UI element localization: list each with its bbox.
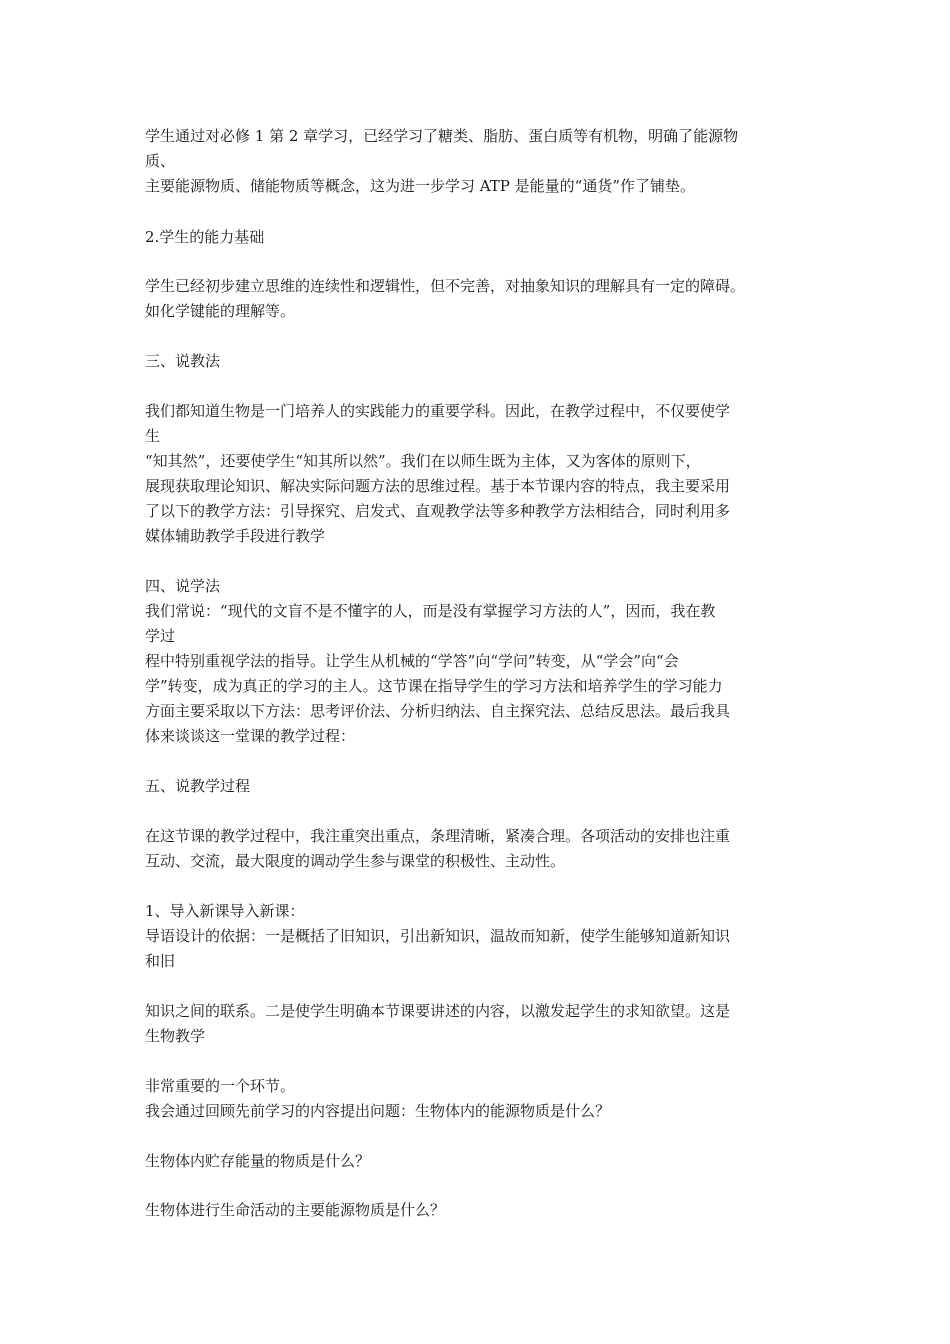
text-line: 我们常说：“现代的文盲不是不懂字的人，而是没有掌握学习方法的人”，因而，我在教 — [145, 602, 716, 620]
text-line: 导语设计的依据：一是概括了旧知识，引出新知识，温故而知新，使学生能够知道新知识 — [145, 927, 731, 945]
text-line: 展现获取理论知识、解决实际问题方法的思维过程。基于本节课内容的特点，我主要采用 — [145, 477, 731, 495]
text-line: 在这节课的教学过程中，我注重突出重点，条理清晰，紧凑合理。各项活动的安排也注重 — [145, 827, 731, 845]
text-line: 质、 — [145, 152, 176, 170]
text-line: 学生已经初步建立思维的连续性和逻辑性，但不完善，对抽象知识的理解具有一定的障碍。 — [145, 277, 746, 295]
text-line: 生物教学 — [145, 1027, 206, 1045]
section-heading: 三、说教法 — [145, 352, 221, 370]
text-line: 主要能源物质、储能物质等概念，这为进一步学习 ATP 是能量的“通货”作了铺垫。 — [145, 177, 695, 195]
text-line: 方面主要采取以下方法：思考评价法、分析归纳法、自主探究法、总结反思法。最后我具 — [145, 702, 731, 720]
text-line: 了以下的教学方法：引导探究、启发式、直观教学法等多种教学方法相结合，同时利用多 — [145, 502, 731, 520]
text-line: 知识之间的联系。二是使学生明确本节课要讲述的内容，以激发起学生的求知欲望。这是 — [145, 1002, 731, 1020]
text-line: “知其然”，还要使学生“知其所以然”。我们在以师生既为主体，又为客体的原则下， — [145, 452, 701, 470]
text-line: 生 — [145, 427, 161, 445]
text-line: 生物体内贮存能量的物质是什么？ — [145, 1152, 371, 1170]
text-line: 程中特别重视学法的指导。让学生从机械的“学答”向“学问”转变，从“学会”向“会 — [145, 652, 679, 670]
text-line: 如化学键能的理解等。 — [145, 302, 296, 320]
section-heading: 五、说教学过程 — [145, 777, 251, 795]
text-line: 媒体辅助教学手段进行教学 — [145, 527, 326, 545]
text-line: 非常重要的一个环节。 — [145, 1077, 296, 1095]
text-line: 学”转变，成为真正的学习的主人。这节课在指导学生的学习方法和培养学生的学习能力 — [145, 677, 723, 695]
section-heading: 2.学生的能力基础 — [145, 228, 265, 246]
section-heading: 四、说学法 — [145, 577, 221, 595]
text-line: 我们都知道生物是一门培养人的实践能力的重要学科。因此，在教学过程中，不仅要使学 — [145, 402, 731, 420]
text-line: 我会通过回顾先前学习的内容提出问题：生物体内的能源物质是什么？ — [145, 1102, 611, 1120]
text-line: 学生通过对必修 1 第 2 章学习，已经学习了糖类、脂肪、蛋白质等有机物，明确了能源物 — [145, 127, 739, 145]
section-heading: 1、导入新课导入新课： — [145, 902, 305, 920]
text-line: 互动、交流，最大限度的调动学生参与课堂的积极性、主动性。 — [145, 852, 566, 870]
text-line: 体来谈谈这一堂课的教学过程： — [145, 727, 356, 745]
text-line: 和旧 — [145, 952, 176, 970]
text-line: 生物体进行生命活动的主要能源物质是什么？ — [145, 1201, 446, 1219]
text-line: 学过 — [145, 627, 176, 645]
